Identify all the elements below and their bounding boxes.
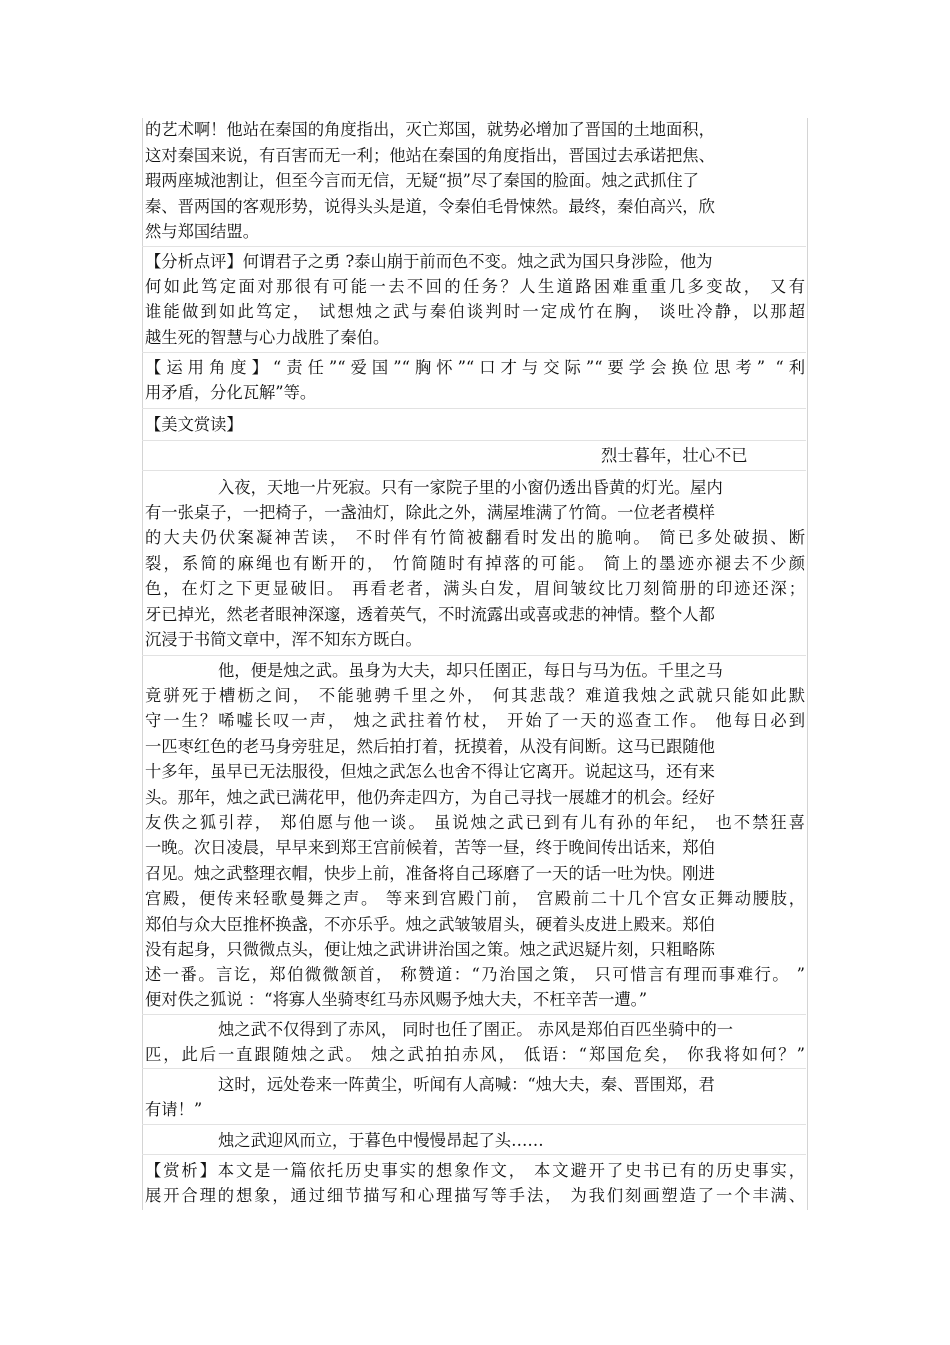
text-line: 谁能做到如此笃定， 试想烛之武与秦伯谈判时一定成竹在胸， 谈吐冷静，以那超 (145, 302, 805, 321)
section-heading-reading: 【美文赏读】 (145, 415, 243, 434)
paragraph-divider (142, 655, 806, 656)
text-line: 匹，此后一直跟随烛之武。 烛之武拍拍赤风， 低语：“郑国危矣， 你我将如何？” (145, 1045, 805, 1064)
text-line: 他，便是烛之武。虽身为大夫，却只任圉正，每日与马为伍。千里之马 (218, 661, 723, 680)
paragraph-divider (142, 352, 806, 353)
text-line: 一匹枣红色的老马身旁驻足，然后拍打着，抚摸着，从没有间断。这马已跟随他 (145, 737, 715, 756)
text-line: 述一番。言讫，郑伯微微颔首， 称赞道：“乃治国之策， 只可惜言有理而事难行。 ” (145, 965, 805, 984)
text-line: 牙已掉光，然老者眼神深邃，透着英气，不时流露出或喜或悲的神情。整个人都 (145, 605, 715, 624)
text-line: 召见。烛之武整理衣帽，快步上前，准备将自己琢磨了一天的话一吐为快。刚进 (145, 864, 715, 883)
text-line: 何如此笃定面对那很有可能一去不回的任务？人生道路困难重重几多变故， 又有 (145, 277, 805, 296)
text-line: 裂，系简的麻绳也有断开的， 竹简随时有掉落的可能。 简上的墨迹亦褪去不少颜 (145, 554, 805, 573)
paragraph-divider (142, 246, 806, 247)
text-line: 郑伯与众大臣推杯换盏，不亦乐乎。烛之武皱皱眉头，硬着头皮进上殿来。郑伯 (145, 915, 715, 934)
paragraph-divider (142, 408, 806, 409)
text-line: 这时，远处卷来一阵黄尘，听闻有人高喊：“烛大夫，秦、晋围郑，君 (218, 1075, 715, 1094)
text-line: 的艺术啊！他站在秦国的角度指出，灭亡郑国，就势必增加了晋国的土地面积， (145, 120, 715, 139)
text-line: 守一生？唏嘘长叹一声， 烛之武拄着竹杖， 开始了一天的巡查工作。 他每日必到 (145, 711, 805, 730)
text-line: 宫殿，便传来轻歌曼舞之声。 等来到宫殿门前， 宫殿前二十几个宫女正舞动腰肢， (145, 889, 805, 908)
text-line: 然与郑国结盟。 (145, 222, 259, 241)
paragraph-divider (142, 470, 806, 471)
text-line: 有一张桌子，一把椅子，一盏油灯，除此之外，满屋堆满了竹简。一位老者模样 (145, 503, 715, 522)
text-line: 色，在灯之下更显破旧。 再看老者，满头白发，眉间皱纹比刀刻简册的印迹还深； (145, 579, 805, 598)
text-line: 便对佚之狐说 ：“将寡人坐骑枣红马赤风赐予烛大夫，不枉辛苦一遭。” (145, 990, 648, 1009)
text-line: 头。那年，烛之武已满花甲，他仍奔走四方，为自己寻找一展雄才的机会。经好 (145, 788, 715, 807)
text-line: 瑕两座城池割让，但至今言而无信，无疑“损”尽了秦国的脸面。烛之武抓住了 (145, 171, 699, 190)
text-line: 秦、晋两国的客观形势，说得头头是道，令秦伯毛骨悚然。最终，秦伯高兴，欣 (145, 197, 715, 216)
text-line: 这对秦国来说，有百害而无一利；他站在秦国的角度指出，晋国过去承诺把焦、 (145, 146, 715, 165)
text-line: 没有起身，只微微点头，便让烛之武讲讲治国之策。烛之武迟疑片刻，只粗略陈 (145, 940, 715, 959)
text-line: 烛之武不仅得到了赤风， 同时也任了圉正。 赤风是郑伯百匹坐骑中的一 (218, 1020, 734, 1039)
text-line: 十多年，虽早已无法服役，但烛之武怎么也舍不得让它离开。说起这马，还有来 (145, 762, 715, 781)
paragraph-divider (142, 440, 806, 441)
text-line: 的大夫仍伏案凝神苦读， 不时伴有竹简被翻看时发出的脆响。 简已多处破损、断 (145, 528, 805, 547)
section-heading-analysis: 【分析点评】何谓君子之勇 ?泰山崩于前而色不变。烛之武为国只身涉险，他为 (145, 252, 713, 271)
text-line: 有请！” (145, 1100, 203, 1119)
text-line: 竟骈死于槽枥之间， 不能驰骋千里之外， 何其悲哉？难道我烛之武就只能如此默 (145, 686, 805, 705)
text-line: 一晚。次日凌晨，早早来到郑王宫前候着，苦等一昼，终于晚间传出话来，郑伯 (145, 838, 715, 857)
text-line: 越生死的智慧与心力战胜了秦伯。 (145, 328, 390, 347)
text-line: 展开合理的想象，通过细节描写和心理描写等手法， 为我们刻画塑造了一个丰满、 (145, 1186, 805, 1205)
text-line: 用矛盾，分化瓦解”等。 (145, 383, 317, 402)
paragraph-divider (142, 1014, 806, 1015)
essay-title: 烈士暮年，壮心不已 (601, 446, 748, 465)
paragraph-divider (142, 1124, 806, 1125)
text-line: 烛之武迎风而立，于暮色中慢慢昂起了头…… (218, 1131, 544, 1150)
text-line: 入夜，天地一片死寂。只有一家院子里的小窗仍透出昏黄的灯光。屋内 (218, 478, 723, 497)
paragraph-divider (142, 1068, 806, 1069)
section-heading-appreciation: 【赏析】本文是一篇依托历史事实的想象作文， 本文避开了史书已有的历史事实， (145, 1161, 805, 1180)
section-heading-usage: 【运用角度】“责任”“爱国”“胸怀”“口才与交际”“要学会换位思考” “利 (145, 358, 805, 377)
text-line: 沉浸于书简文章中，浑不知东方既白。 (145, 630, 422, 649)
text-line: 友佚之狐引荐， 郑伯愿与他一谈。 虽说烛之武已到有儿有孙的年纪， 也不禁狂喜 (145, 813, 805, 832)
paragraph-divider (142, 1154, 806, 1155)
